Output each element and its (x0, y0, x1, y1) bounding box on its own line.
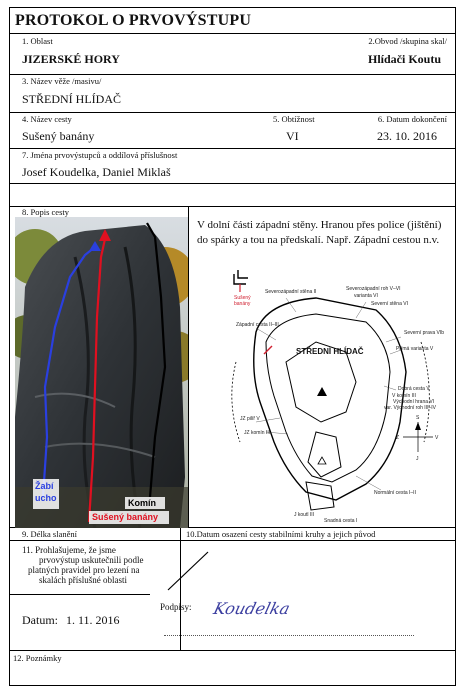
vez-label: 3. Název věže /masivu/ (22, 76, 102, 86)
oblast-value: JIZERSKÉ HORY (22, 52, 120, 66)
compass-z: Z (396, 435, 400, 441)
komin-label: Komín (128, 498, 156, 508)
obtiznost-label: 5. Obtížnost (273, 114, 315, 124)
compass-icon (396, 415, 439, 462)
map-label-14: J koutl III (294, 512, 315, 518)
oblast-label: 1. Oblast (22, 36, 53, 46)
signature-line (164, 635, 414, 636)
signature: Koudelka (211, 599, 292, 618)
prohlaseni-line-2: prvovýstup uskutečnili podle (39, 555, 144, 565)
divider (10, 183, 455, 184)
map-label-7: Dobrá cesta V (398, 386, 430, 392)
obvod-value: Hlídači Koutu (367, 52, 441, 66)
topo-map (196, 262, 454, 524)
divider (10, 74, 455, 75)
podpisy-label: Podpisy: (160, 602, 192, 612)
map-label-12: JZ komín III (244, 430, 271, 436)
suseny-banany-label: Sušený banány (92, 512, 159, 522)
protocol-form (9, 7, 456, 686)
vez-value: STŘEDNÍ HLÍDAČ (22, 92, 121, 106)
datum-label: 6. Datum dokončení (377, 114, 447, 124)
map-label-13: Normální cesta I–II (374, 490, 416, 496)
prohlaseni-line-1: 11. Prohlašujeme, že jsme (22, 545, 116, 555)
cesta-value: Sušený banány (22, 129, 95, 143)
cesta-label: 4. Název cesty (22, 114, 72, 124)
compass-s: S (416, 415, 420, 421)
legend-route-2: banány (234, 301, 251, 307)
zabi-ucho-label-1: Žabí (35, 481, 54, 491)
compass-v: V (435, 435, 439, 441)
datum2-label: Datum: (22, 613, 58, 627)
compass-j: J (416, 456, 419, 462)
map-label-9: Východní hrana VI (393, 399, 435, 405)
popis-label: 8. Popis cesty (22, 207, 69, 217)
map-label-3: Severní stěna VI (371, 301, 408, 307)
map-label-2: varianta VI (354, 293, 378, 299)
divider (10, 206, 455, 207)
obtiznost-value: VI (286, 129, 299, 143)
obvod-label: 2.Obvod /skupina skal/ (368, 36, 447, 46)
divider (188, 206, 189, 527)
poznamky-label: 12. Poznámky (13, 653, 62, 663)
divider (10, 148, 455, 149)
delka-label: 9. Délka slanění (22, 529, 77, 539)
route-photo (15, 217, 188, 528)
datum2-value: 1. 11. 2016 (66, 613, 120, 627)
jmena-value: Josef Koudelka, Daniel Miklaš (22, 165, 171, 179)
map-label-1: Severozápadní roh V–VI (346, 286, 401, 292)
jmena-label: 7. Jména prvovýstupců a oddílová příslušnost (22, 150, 178, 160)
divider (10, 594, 150, 595)
osazeni-label: 10.Datum osazení cesty stabilními kruhy a jejich původ (186, 529, 376, 539)
legend-route-1: Sušený (234, 295, 251, 301)
page-title: PROTOKOL O PRVOVÝSTUPU (15, 12, 252, 29)
map-label-15: Snadná cesta I (324, 518, 358, 524)
route-description: V dolní části západní stěny. Hranou přes police (jištění) do spárky a tou na předskalí. Např. Západní cestou n.v. (197, 219, 442, 246)
divider (10, 33, 455, 34)
map-label-6: Přímá varianta V (396, 346, 434, 352)
divider (10, 540, 455, 541)
map-center-title: STŘEDNÍ HLÍDAČ (296, 347, 364, 356)
prohlaseni-line-4: skalách příslušné oblasti (39, 575, 127, 585)
strike-line (160, 546, 220, 596)
map-label-0: Severozápadní stěna II (265, 289, 317, 295)
map-label-4: Západní cesta II–III (236, 322, 279, 328)
map-label-11: JZ pilíř V (240, 416, 260, 422)
divider (10, 112, 455, 113)
map-label-8: V komín III (392, 393, 416, 399)
zabi-ucho-label-2: ucho (35, 493, 57, 503)
divider (10, 650, 455, 651)
map-label-5: Severní prava VIb (404, 330, 445, 336)
datum-value: 23. 10. 2016 (377, 129, 437, 143)
prohlaseni-line-3: platných pravidel pro lezení na (28, 565, 140, 575)
topo-map-drawing (196, 262, 454, 524)
map-label-10: var. Východní roh III–IV (384, 405, 436, 411)
